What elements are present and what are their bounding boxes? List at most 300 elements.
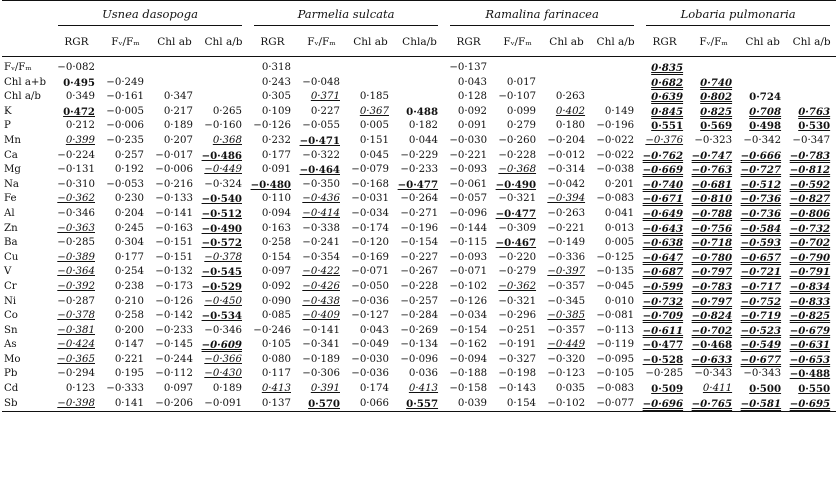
correlation-cell: 0·212	[65, 120, 95, 132]
correlation-cell: −0·365	[57, 353, 95, 365]
correlation-cell: 0·094	[261, 207, 291, 219]
correlation-cell: −0·414	[302, 207, 340, 219]
correlation-cell: −0·549	[740, 339, 782, 352]
correlation-cell: −0·294	[57, 368, 95, 380]
correlation-cell: 0·201	[604, 178, 635, 190]
correlation-cell: −0·263	[547, 207, 586, 219]
row-label: Sn	[4, 324, 18, 336]
correlation-cell	[738, 76, 787, 91]
correlation-cell: −0·468	[691, 339, 733, 352]
correlation-cell: −0·653	[789, 353, 831, 366]
correlation-cell: −0·022	[596, 134, 635, 146]
correlation-cell: 0·154	[261, 251, 291, 263]
correlation-cell: 0·509	[651, 383, 684, 396]
correlation-cell: 0·500	[749, 383, 782, 396]
table-row	[2, 207, 836, 222]
correlation-cell: 0·005	[359, 120, 389, 132]
correlation-cell: −0·669	[642, 164, 684, 177]
species-header	[640, 1, 836, 29]
correlation-cell: −0·061	[449, 178, 488, 190]
correlation-cell: 0·085	[261, 310, 291, 322]
correlation-cell	[395, 57, 444, 76]
correlation-cell: −0·310	[57, 178, 95, 190]
correlation-cell: −0·296	[498, 310, 537, 322]
row-label: V	[4, 266, 12, 278]
correlation-cell: −0·350	[302, 178, 340, 190]
row-label: Al	[4, 207, 15, 219]
correlation-cell	[199, 57, 248, 76]
correlation-cell: 0·185	[359, 91, 389, 103]
correlation-cell: −0·134	[400, 339, 439, 351]
correlation-cell: −0·677	[740, 353, 782, 366]
correlation-cell: −0·638	[642, 237, 684, 250]
correlation-cell: −0·306	[302, 368, 340, 380]
correlation-cell: −0·154	[400, 237, 439, 249]
correlation-cell: −0·788	[691, 207, 733, 220]
correlation-cell	[297, 57, 346, 76]
row-label: Cu	[4, 251, 19, 263]
correlation-cell: −0·049	[351, 339, 389, 351]
correlation-cell: 0·227	[310, 105, 340, 117]
row-label: P	[4, 120, 11, 132]
correlation-cell: 0·092	[457, 105, 488, 117]
correlation-cell	[542, 57, 591, 76]
correlation-cell: −0·169	[351, 251, 389, 263]
table-row	[2, 324, 836, 339]
metric-header-row	[2, 28, 836, 57]
correlation-cell: −0·736	[740, 207, 782, 220]
correlation-cell: 0·551	[651, 120, 684, 133]
species-name: Lobaria pulmonaria	[680, 7, 796, 21]
correlation-cell: −0·679	[789, 324, 831, 337]
correlation-cell	[591, 90, 640, 105]
correlation-cell: −0·246	[253, 324, 291, 336]
correlation-cell: −0·609	[201, 339, 242, 352]
table-row	[2, 338, 836, 353]
correlation-cell: −0·752	[740, 295, 782, 308]
correlation-cell: −0·095	[596, 353, 635, 365]
table-row	[2, 192, 836, 207]
metric-header: Chl a/b	[596, 36, 635, 48]
correlation-cell: 0·498	[749, 120, 782, 133]
correlation-cell: 0·740	[700, 76, 733, 89]
table-row	[2, 367, 836, 382]
table-row	[2, 382, 836, 397]
correlation-cell: −0·721	[740, 266, 782, 279]
correlation-cell: −0·324	[204, 178, 242, 190]
correlation-cell: 0·043	[359, 324, 389, 336]
correlation-cell: −0·144	[449, 222, 488, 234]
correlation-cell: 0·017	[506, 76, 537, 88]
correlation-cell: −0·392	[57, 280, 95, 292]
correlation-cell: −0·695	[789, 397, 831, 410]
correlation-cell: 0·368	[212, 134, 242, 146]
species-header	[248, 1, 444, 29]
correlation-cell: −0·168	[351, 178, 389, 190]
correlation-cell	[787, 76, 836, 91]
correlation-cell: −0·251	[498, 324, 537, 336]
correlation-cell: −0·034	[351, 207, 389, 219]
correlation-cell: −0·221	[449, 149, 488, 161]
row-label: Ba	[4, 237, 18, 249]
correlation-cell: −0·233	[400, 164, 439, 176]
correlation-cell: −0·581	[740, 397, 782, 410]
correlation-cell: −0·333	[106, 383, 144, 395]
correlation-cell: 0·180	[555, 120, 586, 132]
correlation-cell: 0·045	[359, 149, 389, 161]
correlation-cell: 0·254	[114, 266, 144, 278]
correlation-cell	[101, 57, 150, 76]
correlation-cell: −0·633	[691, 353, 733, 366]
correlation-cell: 0·371	[310, 91, 340, 103]
correlation-cell: −0·666	[740, 149, 782, 162]
metric-header: RGR	[652, 36, 677, 48]
correlation-cell: 0·279	[506, 120, 537, 132]
correlation-cell: 0·043	[457, 76, 488, 88]
metric-header: Chl ab	[549, 36, 584, 48]
correlation-cell: 0·845	[651, 105, 684, 118]
correlation-cell: 0·488	[406, 105, 439, 118]
table-row	[2, 90, 836, 105]
correlation-cell: −0·154	[449, 324, 488, 336]
correlation-cell: −0·385	[547, 310, 586, 322]
correlation-cell: −0·126	[449, 295, 488, 307]
correlation-cell: −0·631	[789, 339, 831, 352]
correlation-cell: 0·189	[163, 120, 193, 132]
correlation-cell	[395, 76, 444, 91]
correlation-cell: −0·112	[155, 368, 193, 380]
correlation-cell: −0·244	[155, 353, 193, 365]
correlation-cell: −0·216	[155, 178, 193, 190]
correlation-cell: 0·090	[261, 295, 291, 307]
correlation-cell: −0·791	[789, 266, 831, 279]
row-label: Co	[4, 310, 18, 322]
correlation-cell: 0·304	[114, 237, 144, 249]
correlation-cell: −0·681	[691, 178, 733, 191]
correlation-cell: −0·320	[547, 353, 586, 365]
table-row	[2, 265, 836, 280]
correlation-cell: −0·436	[302, 193, 340, 205]
table-row	[2, 397, 836, 412]
correlation-cell	[150, 76, 199, 91]
metric-header: Chl a/b	[204, 36, 243, 48]
correlation-cell: −0·783	[691, 280, 733, 293]
row-label: Ni	[4, 295, 17, 307]
correlation-cell: 0·123	[65, 383, 95, 395]
correlation-cell: −0·107	[498, 91, 537, 103]
metric-header: Fᵥ/Fₘ	[503, 36, 532, 48]
correlation-cell: −0·161	[106, 91, 144, 103]
correlation-cell: −0·141	[155, 207, 193, 219]
correlation-cell	[542, 76, 591, 91]
correlation-cell: 0·013	[604, 222, 635, 234]
correlation-cell: −0·327	[498, 353, 537, 365]
correlation-cell: −0·643	[642, 222, 684, 235]
correlation-cell: −0·206	[155, 397, 193, 409]
correlation-cell: −0·042	[547, 178, 586, 190]
correlation-cell: −0·696	[642, 397, 684, 410]
table-row	[2, 236, 836, 251]
table-row	[2, 149, 836, 164]
correlation-cell: −0·719	[740, 310, 782, 323]
correlation-cell: −0·718	[691, 237, 733, 250]
correlation-cell: −0·115	[449, 237, 488, 249]
correlation-cell: 0·825	[700, 105, 733, 118]
correlation-cell: −0·647	[642, 251, 684, 264]
correlation-cell: −0·592	[789, 178, 831, 191]
correlation-cell	[493, 57, 542, 76]
correlation-cell: −0·127	[351, 310, 389, 322]
correlation-cell	[591, 76, 640, 91]
correlation-cell: −0·267	[400, 266, 439, 278]
correlation-cell: −0·012	[547, 149, 586, 161]
correlation-cell: −0·424	[57, 339, 95, 351]
row-label: Fᵥ/Fₘ	[4, 62, 32, 73]
species-name: Usnea dasopoga	[102, 7, 198, 21]
correlation-cell: −0·189	[302, 353, 340, 365]
correlation-cell: −0·584	[740, 222, 782, 235]
correlation-cell: 0·230	[114, 193, 144, 205]
species-header	[52, 1, 248, 29]
correlation-cell: 0·258	[114, 310, 144, 322]
correlation-cell: −0·545	[201, 266, 242, 279]
correlation-cell: −0·030	[351, 353, 389, 365]
correlation-cell: 0·151	[359, 134, 389, 146]
correlation-cell: −0·409	[302, 310, 340, 322]
correlation-cell: −0·464	[299, 164, 340, 177]
correlation-cell: −0·050	[351, 280, 389, 292]
correlation-cell: −0·763	[691, 164, 733, 177]
correlation-cell: −0·824	[691, 310, 733, 323]
table-row	[2, 76, 836, 91]
correlation-cell: 0·413	[261, 383, 291, 395]
correlation-cell: −0·422	[302, 266, 340, 278]
correlation-cell: −0·285	[645, 368, 684, 380]
correlation-cell	[346, 76, 395, 91]
species-name: Parmelia sulcata	[297, 7, 395, 21]
correlation-cell: 0·182	[408, 120, 439, 132]
correlation-cell: 0·035	[555, 383, 586, 395]
correlation-cell: −0·162	[449, 339, 488, 351]
correlation-cell: −0·378	[57, 310, 95, 322]
correlation-cell: −0·006	[106, 120, 144, 132]
correlation-cell: −0·260	[498, 134, 537, 146]
correlation-cell: −0·671	[642, 193, 684, 206]
correlation-cell: 0·128	[457, 91, 488, 103]
table-row	[2, 134, 836, 149]
correlation-cell: 0·117	[261, 368, 291, 380]
correlation-cell: 0·550	[798, 383, 831, 396]
correlation-cell: 0·472	[63, 105, 95, 118]
correlation-cell: −0·135	[596, 266, 635, 278]
metric-header: RGR	[456, 36, 481, 48]
corner-cell	[2, 28, 52, 57]
correlation-cell: −0·163	[155, 222, 193, 234]
correlation-cell: −0·362	[498, 280, 537, 292]
correlation-cell	[787, 90, 836, 105]
correlation-cell: 0·763	[798, 105, 831, 118]
row-label: Mg	[4, 164, 21, 176]
correlation-cell: 0·570	[308, 397, 340, 410]
correlation-cell: −0·797	[691, 266, 733, 279]
correlation-cell: −0·036	[351, 295, 389, 307]
metric-header: Chla/b	[402, 36, 437, 48]
correlation-cell: −0·057	[449, 193, 488, 205]
correlation-cell: 0·245	[114, 222, 144, 234]
correlation-cell: −0·756	[691, 222, 733, 235]
correlation-cell: 0·305	[261, 91, 291, 103]
correlation-cell: −0·102	[547, 397, 586, 409]
correlation-cell: −0·471	[299, 134, 340, 147]
correlation-cell: −0·368	[498, 164, 537, 176]
metric-header: Chl ab	[745, 36, 780, 48]
correlation-cell: −0·702	[789, 237, 831, 250]
correlation-cell: −0·512	[201, 207, 242, 220]
correlation-cell: 0·708	[749, 105, 782, 118]
table-row	[2, 163, 836, 178]
correlation-cell: 0·232	[261, 134, 291, 146]
correlation-cell: −0·740	[642, 178, 684, 191]
correlation-cell: −0·346	[204, 324, 242, 336]
correlation-cell: 0·080	[261, 353, 291, 365]
correlation-cell: −0·345	[547, 295, 586, 307]
correlation-cell: −0·143	[498, 383, 537, 395]
correlation-cell: −0·488	[789, 368, 831, 381]
correlation-cell	[346, 57, 395, 76]
correlation-cell: −0·732	[789, 222, 831, 235]
row-label: Mo	[4, 353, 21, 365]
correlation-cell: 0·210	[114, 295, 144, 307]
correlation-cell	[738, 57, 787, 76]
correlation-cell: −0·378	[204, 251, 242, 263]
row-label: Na	[4, 178, 19, 190]
correlation-cell: 0·177	[114, 251, 144, 263]
correlation-cell: 0·258	[261, 237, 291, 249]
correlation-cell: −0·249	[106, 76, 144, 88]
correlation-cell: −0·687	[642, 266, 684, 279]
correlation-cell: −0·834	[789, 280, 831, 293]
correlation-cell: −0·083	[596, 193, 635, 205]
correlation-cell: −0·833	[789, 295, 831, 308]
correlation-cell: 0·091	[457, 120, 488, 132]
correlation-cell: −0·449	[547, 339, 586, 351]
correlation-cell: −0·083	[596, 383, 635, 395]
correlation-cell: 0·141	[114, 397, 144, 409]
correlation-cell: 0·265	[212, 105, 242, 117]
correlation-cell: −0·347	[792, 134, 831, 146]
row-label: Chl a+b	[4, 76, 46, 88]
correlation-cell: −0·321	[498, 295, 537, 307]
correlation-cell: 0·041	[604, 207, 635, 219]
correlation-cell: −0·449	[204, 164, 242, 176]
correlation-cell: −0·196	[596, 120, 635, 132]
metric-header: Fᵥ/Fₘ	[111, 36, 140, 48]
correlation-cell: −0·198	[498, 368, 537, 380]
correlation-cell: 0·109	[261, 105, 291, 117]
correlation-cell	[199, 76, 248, 91]
correlation-cell: −0·048	[302, 76, 340, 88]
correlation-cell: 0·399	[65, 134, 95, 146]
table-row	[2, 353, 836, 368]
correlation-cell: −0·082	[57, 62, 95, 73]
correlation-cell: −0·727	[740, 164, 782, 177]
correlation-cell: −0·235	[106, 134, 144, 146]
correlation-cell: 0·347	[163, 91, 193, 103]
correlation-cell: −0·142	[155, 310, 193, 322]
correlation-cell: −0·017	[155, 149, 193, 161]
correlation-cell: 0·066	[359, 397, 389, 409]
correlation-cell: 0·174	[359, 383, 389, 395]
correlation-cell	[591, 57, 640, 76]
correlation-cell: 0·367	[359, 105, 389, 117]
correlation-cell: −0·158	[449, 383, 488, 395]
correlation-cell: −0·006	[155, 164, 193, 176]
correlation-cell: 0·200	[114, 324, 144, 336]
correlation-cell: −0·102	[449, 280, 488, 292]
correlation-cell: 0·137	[261, 397, 291, 409]
correlation-cell: −0·342	[743, 134, 782, 146]
correlation-cell: −0·430	[204, 368, 242, 380]
row-label: Mn	[4, 134, 21, 146]
metric-header: RGR	[260, 36, 285, 48]
correlation-cell: −0·096	[449, 207, 488, 219]
correlation-cell: −0·450	[204, 295, 242, 307]
correlation-cell: −0·264	[400, 193, 439, 205]
correlation-cell: 0·569	[700, 120, 733, 133]
correlation-cell: −0·188	[449, 368, 488, 380]
correlation-cell: −0·321	[498, 193, 537, 205]
correlation-cell: −0·022	[596, 149, 635, 161]
correlation-cell: 0·005	[604, 237, 635, 249]
correlation-cell: −0·426	[302, 280, 340, 292]
correlation-cell: −0·123	[547, 368, 586, 380]
correlation-cell: −0·477	[642, 339, 684, 352]
correlation-cell: 0·110	[261, 193, 291, 205]
correlation-cell: −0·141	[302, 324, 340, 336]
correlation-cell: −0·204	[547, 134, 586, 146]
correlation-cell: −0·357	[547, 324, 586, 336]
correlation-cell: −0·227	[400, 251, 439, 263]
correlation-cell: −0·528	[642, 353, 684, 366]
correlation-cell: 0·163	[261, 222, 291, 234]
correlation-cell: −0·269	[400, 324, 439, 336]
correlation-cell: −0·490	[495, 178, 537, 191]
correlation-cell: −0·005	[106, 105, 144, 117]
correlation-cell: 0·154	[506, 397, 537, 409]
correlation-cell: −0·079	[351, 164, 389, 176]
corner-cell	[2, 1, 52, 29]
row-label: Cd	[4, 383, 19, 395]
correlation-cell: −0·338	[302, 222, 340, 234]
correlation-cell: −0·224	[57, 149, 95, 161]
table-row	[2, 295, 836, 310]
correlation-cell: −0·287	[57, 295, 95, 307]
correlation-cell: −0·077	[596, 397, 635, 409]
correlation-cell	[787, 57, 836, 76]
correlation-cell: −0·151	[155, 237, 193, 249]
correlation-cell: −0·810	[691, 193, 733, 206]
correlation-cell: −0·512	[740, 178, 782, 191]
correlation-cell: −0·397	[547, 266, 586, 278]
correlation-cell: 0·802	[700, 91, 733, 104]
table-row	[2, 222, 836, 237]
metric-header: Chl ab	[157, 36, 192, 48]
correlation-cell: −0·233	[155, 324, 193, 336]
correlation-cell: 0·207	[163, 134, 193, 146]
correlation-cell: 0·238	[114, 280, 144, 292]
row-label: Cr	[4, 280, 17, 292]
correlation-cell: −0·812	[789, 164, 831, 177]
